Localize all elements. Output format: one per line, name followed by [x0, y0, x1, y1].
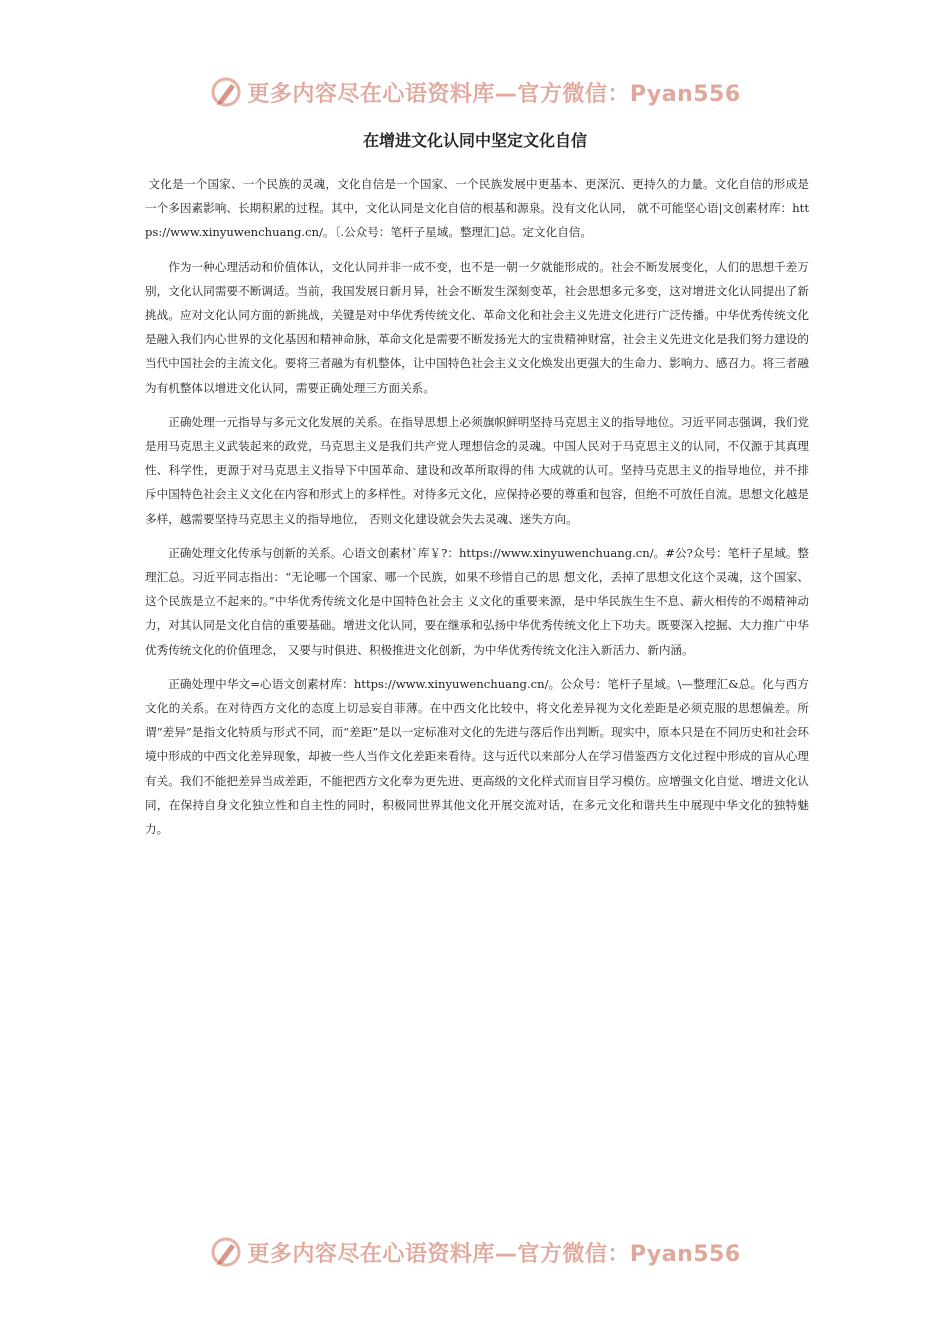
banner-text: 更多内容尽在心语资料库—官方微信：Pyan556	[247, 1241, 741, 1267]
paragraph: 作为一种心理活动和价值体认，文化认同并非一成不变，也不是一朝一夕就能形成的。社会不断发展变化，人们的思想千差万别，文化认同需要不断调适。当前，我国发展日新月异，社会不断发生深刻变革，社会思想多元多变，这对增进文化认同提出了新挑战。应对文化认同方面的新挑战，关键是对中华优秀传统文化、革命文化和社会主义先进文化进行广泛传播。中华优秀传统文化是融入我们内心世界的文化基因和精神命脉，革命文化是需要不断发扬光大的宝贵精神财富，社会主义先进文化是我们努力建设的当代中国社会的主流文化。要将三者融为有机整体，让中国特色社会主义文化焕发出更强大的生命力、影响力、感召力。将三者融为有机整体以增进文化认同，需要正确处理三方面关系。	[145, 259, 809, 395]
pen-logo-icon	[209, 75, 243, 109]
paragraph: 文化是一个国家、一个民族的灵魂，文化自信是一个国家、一个民族发展中更基本、更深沉、更持久的力量。文化自信的形成是一个多因素影响、长期积累的过程。其中，文化认同是文化自信的根基和源泉。没有文化认同， 就不可能坚心语|文创素材库：https://www.xinyuwenchuang.cn/。〔.公众号：笔杆子星域。整理汇]总。定文化自信。	[145, 177, 809, 240]
banner-text: 更多内容尽在心语资料库—官方微信：Pyan556	[247, 81, 741, 107]
paragraph: 正确处理文化传承与创新的关系。心语文创素材`库￥?：https://www.xinyuwenchuang.cn/。#公?众号：笔杆子星域。整理汇总。习近平同志指出：“无论哪一个国家、哪一个民族，如果不珍惜自己的思 想文化，丢掉了思想文化这个灵魂，这个国家、这个民族是立不起来的。”中华优秀传统文化是中国特色社会主 义文化的重要来源，是中华民族生生不息、薪火相传的不竭精神动力，对其认同是文化自信的重要基础。增进文化认同，要在继承和弘扬中华优秀传统文化上下功夫。既要深入挖掘、大力推广中华优秀传统文化的价值理念， 又要与时俱进、积极推进文化创新，为中华优秀传统文化注入新活力、新内涵。	[145, 545, 809, 657]
document-title: 在增进文化认同中坚定文化自信	[362, 131, 587, 150]
pen-logo-icon	[209, 1235, 243, 1269]
footer-banner	[0, 1232, 950, 1272]
paragraph: 正确处理中华文=心语文创素材库：https://www.xinyuwenchuang.cn/。公众号：笔杆子星域。\—整理汇&总。化与西方文化的关系。在对待西方文化的态度上切忌妄自菲薄。在中西文化比较中，将文化差异视为文化差距是必须克服的思想偏差。所谓“差异”是指文化特质与形式不同，而“差距”是以一定标准对文化的先进与落后作出判断。现实中，原本只是在不同历史和社会环境中形成的中西文化差异现象，却被一些人当作文化差距来看待。这与近代以来部分人在学习借鉴西方文化过程中形成的盲从心理有关。我们不能把差异当成差距，不能把西方文化奉为更先进、更高级的文化样式而盲目学习模仿。应增强文化自觉、增进文化认同，在保持自身文化独立性和自主性的同时，积极同世界其他文化开展交流对话，在多元文化和谐共生中展现中华文化的独特魅力。	[145, 676, 809, 837]
paragraph: 正确处理一元指导与多元文化发展的关系。在指导思想上必须旗帜鲜明坚持马克思主义的指导地位。习近平同志强调，我们党是用马克思主义武装起来的政党，马克思主义是我们共产党人理想信念的灵魂。中国人民对于马克思主义的认同，不仅源于其真理性、科学性，更源于对马克思主义指导下中国革命、建设和改革所取得的伟 大成就的认可。坚持马克思主义的指导地位，并不排斥中国特色社会主义文化在内容和形式上的多样性。对待多元文化，应保持必要的尊重和包容，但绝不可放任自流。思想文化越是多样，越需要坚持马克思主义的指导地位， 否则文化建设就会失去灵魂、迷失方向。	[145, 414, 809, 526]
document-body	[145, 172, 809, 851]
header-banner	[0, 72, 950, 112]
